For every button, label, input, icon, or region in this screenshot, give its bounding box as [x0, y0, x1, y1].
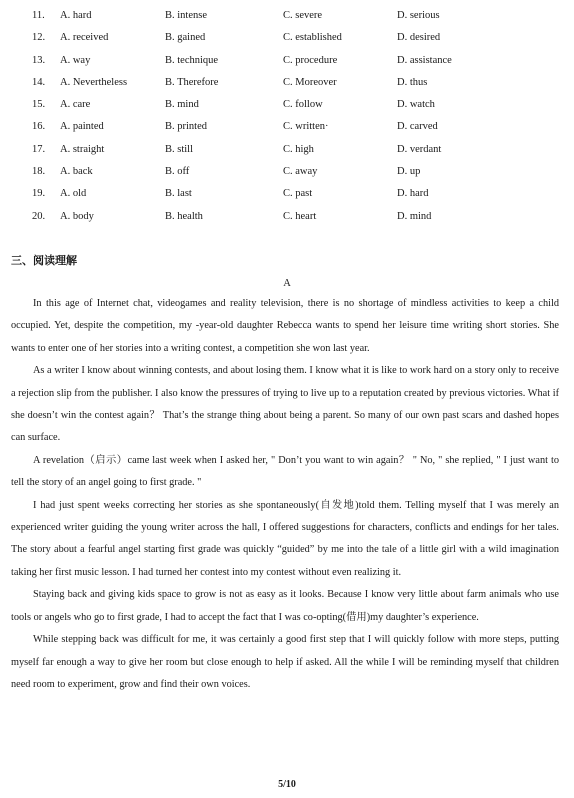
option-b: B. Therefore [165, 76, 219, 88]
option-a: A. body [60, 210, 94, 222]
choice-row [0, 183, 574, 205]
question-number: 13. [32, 54, 46, 66]
choice-row [0, 116, 574, 138]
question-number: 12. [32, 32, 46, 44]
option-d: D. watch [397, 99, 435, 111]
question-number: 17. [32, 143, 46, 155]
option-c: C. procedure [283, 54, 338, 66]
option-d: D. carved [397, 121, 438, 133]
question-number: 16. [32, 121, 46, 133]
option-d: D. thus [397, 76, 428, 88]
option-b: B. technique [165, 54, 219, 66]
option-c: C. written· [283, 121, 329, 133]
option-d: D. up [397, 166, 421, 178]
option-a: A. old [60, 188, 87, 200]
option-a: A. back [60, 166, 93, 178]
option-a: A. painted [60, 121, 104, 133]
option-b: B. health [165, 210, 203, 222]
passage-paragraph: Staying back and giving kids space to grow is not as easy as it looks. Because I know very little about farm animals who use tools or angels who go to first grade, I had to accept the fact that I was co-opting(借用)my daughter’s experience. [11, 589, 559, 623]
question-number: 19. [32, 188, 46, 200]
question-number: 11. [32, 10, 45, 21]
option-d: D. verdant [397, 143, 442, 155]
option-d: D. hard [397, 188, 429, 200]
question-number: 14. [32, 76, 46, 88]
choice-row [0, 27, 574, 49]
option-a: A. way [60, 54, 91, 66]
option-a: A. hard [60, 10, 92, 21]
option-a: A. Nevertheless [60, 76, 128, 88]
choice-row [0, 50, 574, 72]
question-number: 18. [32, 166, 46, 178]
answer-choices-list [0, 5, 574, 228]
page-number: 5/10 [278, 779, 296, 790]
option-b: B. gained [165, 32, 206, 44]
question-number: 15. [32, 99, 46, 111]
choice-row [0, 94, 574, 116]
choice-row [0, 161, 574, 183]
section-title: 三、阅读理解 [11, 255, 77, 267]
option-b: B. last [165, 188, 192, 200]
option-d: D. serious [397, 10, 440, 21]
option-c: C. high [283, 143, 314, 155]
option-c: C. past [283, 188, 313, 200]
option-d: D. desired [397, 32, 441, 44]
option-b: B. still [165, 143, 194, 155]
passage-paragraph: In this age of Internet chat, videogames and reality television, there is no shortage of mindless activities to keep a child occupied. Yet, despite the competition, my -year-old daughter Rebecca wants to spend her leisure time writing short stories. She wants to enter one of her stories into a writing contest, a competition she won last year. [11, 298, 559, 354]
option-b: B. off [165, 166, 190, 178]
option-d: D. assistance [397, 54, 452, 66]
option-c: C. follow [283, 99, 323, 111]
passage-paragraph: I had just spent weeks correcting her stories as she spontaneously(自发地)told them. Telling myself that I was merely an experienced writer guiding the young writer across the hall, I offered suggestions for characters, conflicts and endings for her tales. The story about a fearful angel starting first grade was quickly “guided” by me into the tale of a little girl with a wild imagination taking her first music lesson. I had turned her contest into my contest without even realizing it. [11, 499, 559, 578]
passage-paragraph: A revelation（启示）came last week when I asked her, " Don’t you want to win again？ " No, " she replied, " I just want to tell the story of an angel going to first grade. " [11, 454, 559, 489]
choice-row [0, 206, 574, 228]
passage-label: A [283, 278, 291, 289]
option-d: D. mind [397, 210, 432, 222]
option-c: C. established [283, 32, 342, 44]
option-b: B. mind [165, 99, 199, 111]
option-a: A. received [60, 32, 109, 44]
question-number: 20. [32, 210, 46, 222]
option-c: C. heart [283, 210, 317, 222]
reading-passage [11, 293, 559, 696]
choice-row [0, 72, 574, 94]
option-a: A. straight [60, 143, 105, 155]
option-c: C. away [283, 166, 318, 178]
passage-paragraph: As a writer I know about winning contests, and about losing them. I know what it is like to work hard on a story only to receive a rejection slip from the publisher. I also know the pressures of trying to live up to a reputation created by previous victories. What if she doesn’t win the contest again？ That’s the strange thing about being a parent. So many of our own past scars and dashed hopes can surface. [11, 365, 559, 444]
choice-row [0, 5, 574, 27]
choice-row [0, 139, 574, 161]
option-c: C. Moreover [283, 76, 337, 88]
option-b: B. intense [165, 10, 207, 21]
option-a: A. care [60, 99, 91, 111]
option-b: B. printed [165, 121, 207, 133]
option-c: C. severe [283, 10, 323, 21]
passage-paragraph: While stepping back was difficult for me, it was certainly a good first step that I will quickly follow with more steps, putting myself far enough a way to give her room but close enough to help if asked. All the while I will be reminding myself that children need room to experiment, grow and find their own voices. [11, 634, 559, 690]
